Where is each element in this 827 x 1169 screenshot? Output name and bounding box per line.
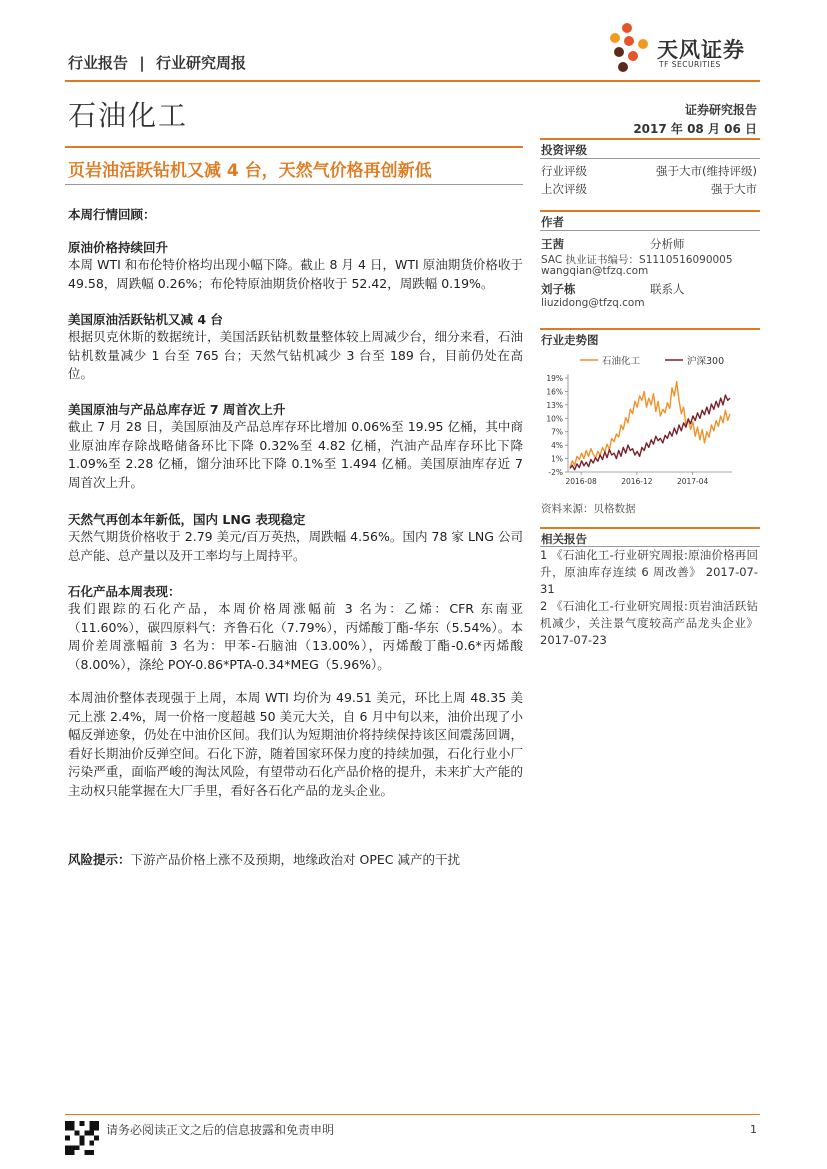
risk-text: 下游产品价格上涨不及预期，地缘政治对 OPEC 减产的干扰 <box>130 852 460 867</box>
y-tick-label: 1% <box>551 454 563 464</box>
related-report-1[interactable] <box>540 547 758 598</box>
y-tick-label: -2% <box>548 468 563 477</box>
footer-disclaimer[interactable]: 请务必阅读正文之后的信息披露和免责申明 <box>106 1123 335 1137</box>
section-heading-gas: 天然气再创本年新低，国内 LNG 表现稳定 <box>68 512 306 527</box>
authors-rule <box>540 210 760 212</box>
category-separator: | <box>139 54 145 72</box>
sidebar-top-rule <box>540 138 760 140</box>
author-email-2[interactable]: liuzidong@tfzq.com <box>541 297 645 309</box>
y-tick-label: 13% <box>546 400 563 410</box>
series-line-石油化工 <box>570 382 730 468</box>
section-heading-products: 石化产品本周表现： <box>68 584 181 599</box>
section-body-crude: 本周 WTI 和布伦特价格均出现小幅下降。截止 8 月 4 日，WTI 原油期货价格收于 49.58，周跌幅 0.26%；布伦特原油期货价格收于 52.42，周跌幅 0.19%。 <box>68 257 523 291</box>
author-role-1: 分析师 <box>650 237 685 251</box>
authors-divider <box>540 230 760 231</box>
section-heading-inventory: 美国原油与产品总库存近 7 周首次上升 <box>68 402 286 417</box>
rating-label-industry: 行业评级 <box>541 164 587 178</box>
rating-title: 投资评级 <box>541 143 587 157</box>
x-tick-label: 2016-12 <box>621 477 653 486</box>
related-report-1-date: 2017-07-31 <box>540 565 758 596</box>
related-rule <box>540 527 760 529</box>
related-title: 相关报告 <box>541 532 587 546</box>
section-heading-crude: 原油价格持续回升 <box>68 240 169 255</box>
footer-rule <box>65 1114 760 1115</box>
qr-code-icon <box>65 1121 99 1155</box>
section-body-rigs: 根据贝克休斯的数据统计，美国活跃钻机数量整体较上周减少台，细分来看，石油钻机数量减少 1 台至 765 台；天然气钻机减少 3 台至 189 台，目前仍处在高位。 <box>68 329 523 381</box>
trend-title: 行业走势图 <box>541 333 599 347</box>
y-tick-label: 4% <box>551 441 563 451</box>
author-email-1[interactable]: wangqian@tfzq.com <box>541 265 649 277</box>
related-report-1-text: 1 《石油化工-行业研究周报:原油价格再回升，原油库存连续 6 周改善》 <box>540 548 758 579</box>
title-rule <box>65 146 523 148</box>
section-heading-rigs: 美国原油活跃钻机又减 4 台 <box>68 312 223 327</box>
report-date: 2017 年 08 月 06 日 <box>633 122 757 136</box>
review-title: 本周行情回顾： <box>68 207 156 222</box>
report-category: 行业报告 <box>68 54 129 72</box>
industry-title: 石油化工 <box>68 99 189 132</box>
trend-rule <box>540 328 760 330</box>
author-role-2: 联系人 <box>650 282 685 296</box>
page-number: 1 <box>750 1123 757 1136</box>
author-name-1: 王茜 <box>541 237 564 251</box>
headline-rule <box>65 184 523 185</box>
trend-chart <box>540 348 762 490</box>
logo-cn: 天风证券 <box>657 38 745 62</box>
tf-logo <box>605 22 765 74</box>
rating-value-previous: 强于大市 <box>711 182 757 196</box>
report-subcategory: 行业研究周报 <box>155 54 246 72</box>
author-name-2: 刘子栋 <box>541 282 576 296</box>
section-body-gas: 天然气期货价格收于 2.79 美元/百万英热，周跌幅 4.56%。国内 78 家 LNG 公司总产能、总产量以及开工率均与上周持平。 <box>68 529 523 563</box>
header-rule <box>65 80 760 82</box>
report-category-bar <box>68 52 246 73</box>
tf-logo-mark <box>605 22 653 74</box>
y-tick-label: 7% <box>551 427 563 437</box>
related-report-2-date: 2017-07-23 <box>540 633 607 647</box>
section-body-inventory: 截止 7 月 28 日，美国原油及产品总库存环比增加 0.06%至 19.95 亿桶，其中商业原油库存除战略储备环比下降 0.32%至 4.82 亿桶，汽油产品库存环比下降 1.09%至 2.28 亿桶，馏分油环比下降 0.1%至 1.494 亿桶。美国原油库存近 7 周首次上升。 <box>68 419 523 490</box>
rating-label-previous: 上次评级 <box>541 182 587 196</box>
rating-value-industry: 强于大市(维持评级) <box>656 164 757 178</box>
headline: 页岩油活跃钻机又减 4 台，天然气价格再创新低 <box>68 161 432 181</box>
y-tick-label: 16% <box>546 387 563 397</box>
risk-label: 风险提示： <box>68 852 131 867</box>
summary-paragraph: 本周油价整体表现强于上周，本周 WTI 均价为 49.51 美元，环比上周 48.35 美元上涨 2.4%，周一价格一度超越 50 美元大关，自 6 月中旬以来，油价出现了小幅反弹迹象，仍处在中油价区间。我们认为短期油价将持续保持该区间震荡回调，看好长期油价反弹空间。石化下游，随着国家环保力度的持续加强，石化行业小厂污染严重，面临严峻的淘汰风险，有望带动石化产品价格的提升，未来扩大产能的主动权只能掌握在大厂手里，看好各石化产品的龙头企业。 <box>68 690 523 798</box>
y-tick-label: 10% <box>546 414 563 424</box>
related-report-2[interactable] <box>540 598 758 649</box>
chart-source: 资料来源：贝格数据 <box>541 503 636 515</box>
report-type: 证券研究报告 <box>684 103 757 117</box>
risk-note <box>68 851 523 869</box>
legend-label: 石油化工 <box>602 356 641 367</box>
author-cert-1: SAC 执业证书编号：S1110516090005 <box>541 254 733 266</box>
related-report-2-text: 2 《石油化工-行业研究周报:页岩油活跃钻机减少，关注景气度较高产品龙头企业》 <box>540 599 758 630</box>
x-tick-label: 2017-04 <box>676 477 709 486</box>
section-body-products: 我们跟踪的石化产品，本周价格周涨幅前 3 名为：乙烯：CFR 东南亚（11.60%），碳四原料气：齐鲁石化（7.79%），丙烯酸丁酯-华东（5.54%）。本周价差周涨幅前 3 名为：甲苯-石脑油（13.00%），丙烯酸丁酯-0.6*丙烯酸（8.00%），涤纶 POY-0.86*PTA-0.34*MEG（5.96%）。 <box>68 601 523 672</box>
x-tick-label: 2016-08 <box>565 477 597 486</box>
logo-en: TF SECURITIES <box>659 60 721 69</box>
authors-title: 作者 <box>541 215 564 229</box>
y-tick-label: 19% <box>546 374 563 383</box>
legend-label: 沪深300 <box>687 356 725 367</box>
rating-divider <box>540 158 760 159</box>
